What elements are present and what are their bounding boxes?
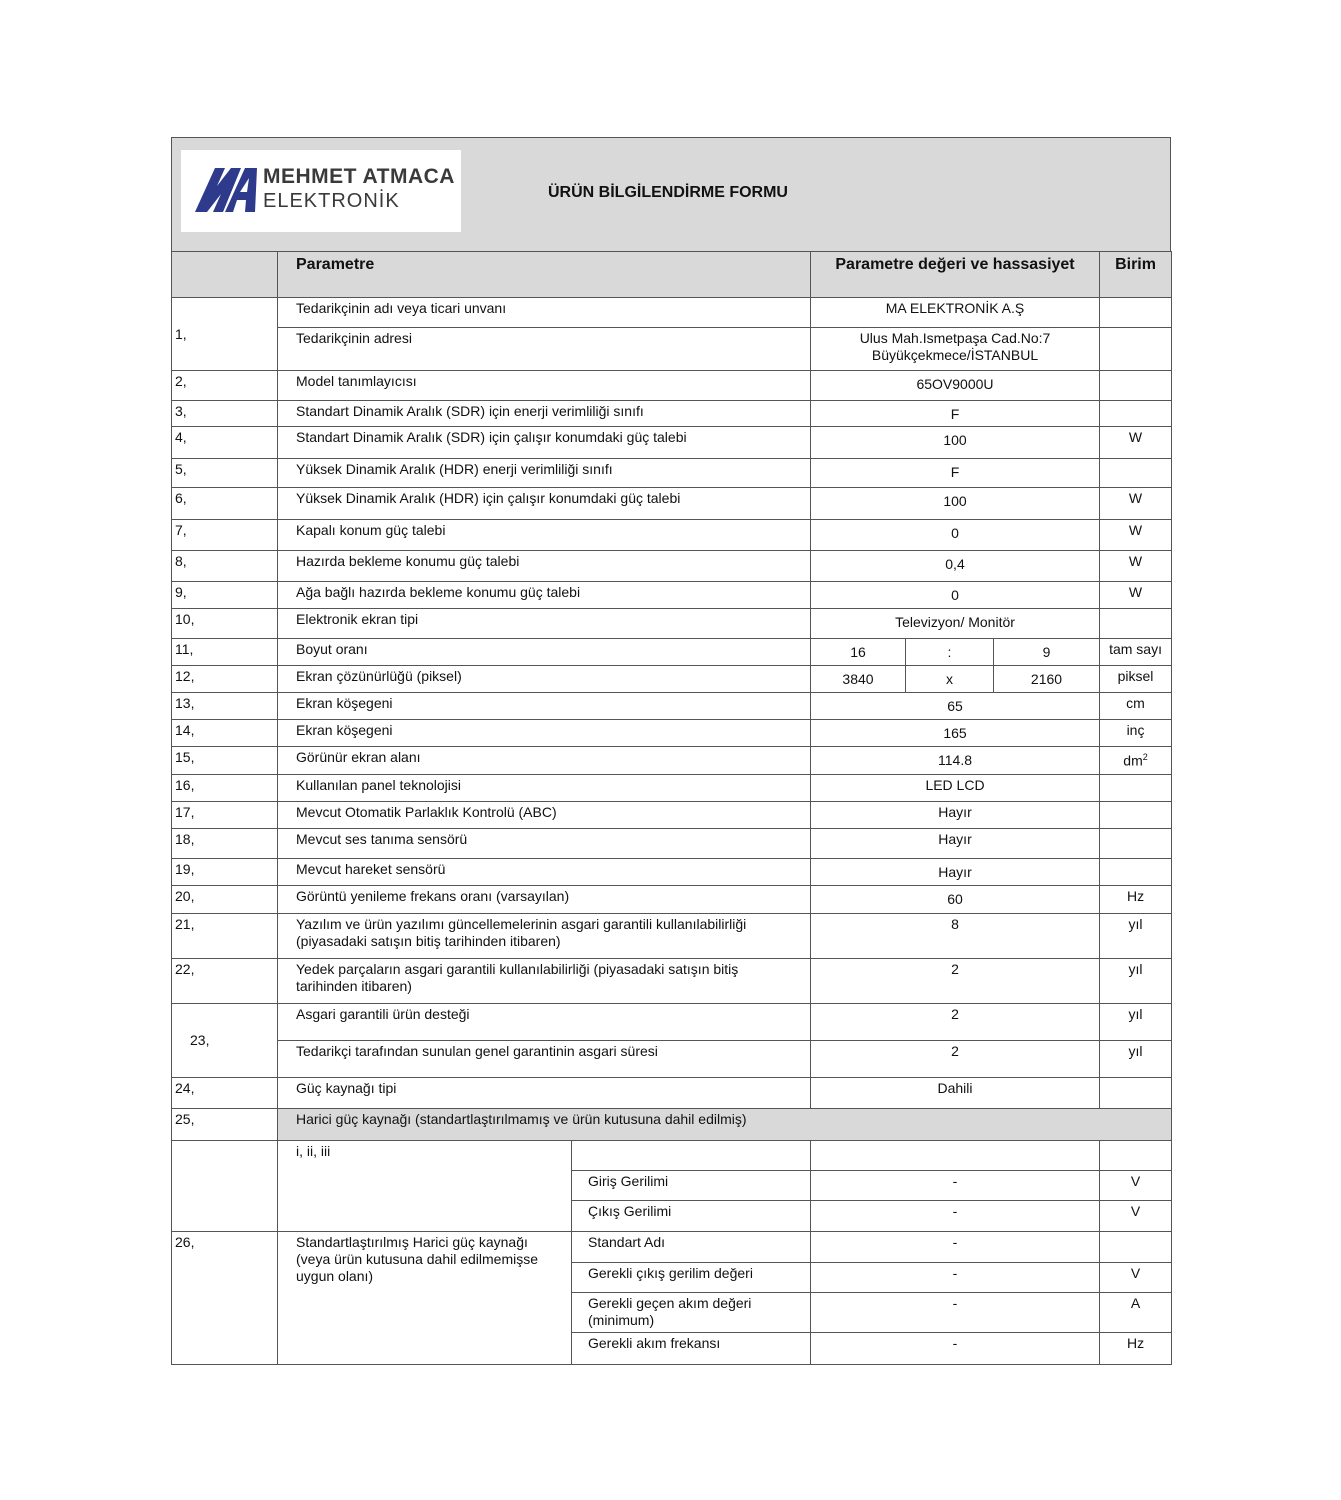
row-unit <box>1100 775 1172 802</box>
row-value: - <box>811 1333 1100 1365</box>
row-unit: V <box>1100 1171 1172 1201</box>
table-row <box>172 747 1172 775</box>
table-row <box>172 298 1172 328</box>
header-unit: Birim <box>1100 252 1172 298</box>
header-param: Parametre <box>278 252 811 298</box>
parameter-table <box>171 251 1172 1365</box>
row-number: 12, <box>172 666 278 693</box>
row-number: 24, <box>172 1078 278 1109</box>
row-unit <box>1100 401 1172 427</box>
param-line1: Standartlaştırılmış Harici güç kaynağı <box>296 1234 528 1250</box>
sub-param: Gerekli akım frekansı <box>572 1333 811 1365</box>
row-number-empty <box>172 1141 278 1232</box>
row-number: 20, <box>172 886 278 914</box>
row-value: 0 <box>811 582 1100 609</box>
sub-param: Giriş Gerilimi <box>572 1171 811 1201</box>
table-row <box>172 693 1172 720</box>
row-unit: W <box>1100 551 1172 582</box>
header-no-cell <box>172 252 278 298</box>
company-logo <box>181 150 461 232</box>
row-unit: W <box>1100 488 1172 520</box>
table-row <box>172 609 1172 639</box>
row-value: - <box>811 1201 1100 1232</box>
row-param <box>278 914 811 959</box>
row-number: 6, <box>172 488 278 520</box>
table-row <box>172 1141 1172 1171</box>
resolution-height: 2160 <box>994 666 1100 693</box>
table-row <box>172 720 1172 747</box>
row-value: Dahili <box>811 1078 1100 1109</box>
row-unit <box>1100 829 1172 859</box>
sub-param: Çıkış Gerilimi <box>572 1201 811 1232</box>
row-value: 2 <box>811 1004 1100 1041</box>
sub-param <box>572 1293 811 1333</box>
row-unit <box>1100 1232 1172 1263</box>
row-number: 10, <box>172 609 278 639</box>
row-param: Güç kaynağı tipi <box>278 1078 811 1109</box>
row-unit <box>1100 747 1172 775</box>
row-number: 19, <box>172 859 278 886</box>
row-unit <box>1100 298 1172 328</box>
row-value: F <box>811 401 1100 427</box>
table-row <box>172 914 1172 959</box>
logo-ma-mark-icon <box>195 166 261 214</box>
aspect-ratio-separator: : <box>906 639 994 666</box>
row-number: 13, <box>172 693 278 720</box>
row-param: Ekran köşegeni <box>278 720 811 747</box>
product-information-sheet <box>171 137 1171 1365</box>
row-value: 60 <box>811 886 1100 914</box>
row-value: LED LCD <box>811 775 1100 802</box>
row-sub-empty <box>572 1141 811 1171</box>
row-unit-empty <box>1100 1141 1172 1171</box>
table-row <box>172 639 1172 666</box>
row-value: 100 <box>811 488 1100 520</box>
row-param: Tedarikçi tarafından sunulan genel garantinin asgari süresi <box>278 1041 811 1078</box>
table-row <box>172 371 1172 401</box>
table-row <box>172 328 1172 371</box>
row-param <box>278 1232 572 1365</box>
resolution-separator: x <box>906 666 994 693</box>
row-number: 17, <box>172 802 278 829</box>
row-value-empty <box>811 1141 1100 1171</box>
row-number: 14, <box>172 720 278 747</box>
table-row <box>172 1004 1172 1041</box>
row-value: 114.8 <box>811 747 1100 775</box>
row-unit: V <box>1100 1263 1172 1293</box>
sub-param: Gerekli çıkış gerilim değeri <box>572 1263 811 1293</box>
table-row <box>172 551 1172 582</box>
row-value: - <box>811 1171 1100 1201</box>
row-param: Görünür ekran alanı <box>278 747 811 775</box>
row-number: 9, <box>172 582 278 609</box>
row-unit: W <box>1100 427 1172 459</box>
row-number: 1, <box>172 298 278 371</box>
row-value: - <box>811 1232 1100 1263</box>
table-row <box>172 488 1172 520</box>
row-unit: V <box>1100 1201 1172 1232</box>
row-param: Standart Dinamik Aralık (SDR) için enerji verimliliği sınıfı <box>278 401 811 427</box>
row-unit <box>1100 328 1172 371</box>
row-param: Model tanımlayıcısı <box>278 371 811 401</box>
row-number: 23, <box>172 1004 278 1078</box>
table-row <box>172 802 1172 829</box>
row-unit: A <box>1100 1293 1172 1333</box>
row-param: Kullanılan panel teknolojisi <box>278 775 811 802</box>
row-value: Hayır <box>811 859 1100 886</box>
row-value: 2 <box>811 959 1100 1004</box>
row-param: Yüksek Dinamik Aralık (HDR) için çalışır konumdaki güç talebi <box>278 488 811 520</box>
sub-param-line1: Gerekli geçen akım değeri <box>588 1295 752 1311</box>
form-header <box>171 137 1171 251</box>
row-param: Mevcut hareket sensörü <box>278 859 811 886</box>
row-unit: cm <box>1100 693 1172 720</box>
table-row <box>172 1109 1172 1141</box>
row-number: 11, <box>172 639 278 666</box>
row-unit <box>1100 859 1172 886</box>
row-unit: W <box>1100 582 1172 609</box>
table-row <box>172 427 1172 459</box>
row-unit: Hz <box>1100 886 1172 914</box>
row-unit: yıl <box>1100 914 1172 959</box>
row-param <box>278 959 811 1004</box>
address-line2: Büyükçekmece/İSTANBUL <box>871 347 1039 363</box>
page-title: ÜRÜN BİLGİLENDİRME FORMU <box>548 184 788 201</box>
unit-text: dm <box>1123 752 1143 769</box>
logo-text-line2: ELEKTRONİK <box>263 190 400 212</box>
row-param: Yüksek Dinamik Aralık (HDR) enerji verimliliği sınıfı <box>278 459 811 488</box>
row-unit: W <box>1100 520 1172 551</box>
row-number: 4, <box>172 427 278 459</box>
table-row <box>172 859 1172 886</box>
row-unit: yıl <box>1100 1041 1172 1078</box>
logo-text-line1: MEHMET ATMACA <box>263 165 455 188</box>
row-number: 5, <box>172 459 278 488</box>
sub-param: Standart Adı <box>572 1232 811 1263</box>
param-line2: tarihinden itibaren) <box>296 978 412 994</box>
table-row <box>172 582 1172 609</box>
row-unit <box>1100 459 1172 488</box>
row-number: 18, <box>172 829 278 859</box>
table-row <box>172 775 1172 802</box>
row-param: Tedarikçinin adresi <box>278 328 811 371</box>
row-value: - <box>811 1293 1100 1333</box>
table-row <box>172 1232 1172 1263</box>
row-number: 22, <box>172 959 278 1004</box>
row-param: Boyut oranı <box>278 639 811 666</box>
row-param: Kapalı konum güç talebi <box>278 520 811 551</box>
row-value: - <box>811 1263 1100 1293</box>
row-sub-label: i, ii, iii <box>278 1141 572 1232</box>
row-unit <box>1100 802 1172 829</box>
resolution-width: 3840 <box>811 666 906 693</box>
param-line2: (piyasadaki satışın bitiş tarihinden itibaren) <box>296 933 561 949</box>
row-value: 100 <box>811 427 1100 459</box>
row-unit: yıl <box>1100 959 1172 1004</box>
sub-param-line2: (minimum) <box>588 1312 655 1328</box>
param-line3: uygun olanı) <box>296 1268 374 1284</box>
row-value: 2 <box>811 1041 1100 1078</box>
row-value: 0,4 <box>811 551 1100 582</box>
table-row <box>172 1041 1172 1078</box>
row-value: 165 <box>811 720 1100 747</box>
row-param: Ekran çözünürlüğü (piksel) <box>278 666 811 693</box>
row-number: 21, <box>172 914 278 959</box>
row-value: 65OV9000U <box>811 371 1100 401</box>
table-row <box>172 401 1172 427</box>
table-row <box>172 1078 1172 1109</box>
table-row <box>172 459 1172 488</box>
row-unit: piksel <box>1100 666 1172 693</box>
row-unit <box>1100 1078 1172 1109</box>
row-param: Asgari garantili ürün desteği <box>278 1004 811 1041</box>
row-value: Hayır <box>811 829 1100 859</box>
aspect-ratio-width: 16 <box>811 639 906 666</box>
row-number: 15, <box>172 747 278 775</box>
table-row <box>172 829 1172 859</box>
param-line1: Yazılım ve ürün yazılımı güncellemelerinin asgari garantili kullanılabilirliği <box>296 916 747 932</box>
row-value: 65 <box>811 693 1100 720</box>
row-param: Harici güç kaynağı (standartlaştırılmamış ve ürün kutusuna dahil edilmiş) <box>278 1109 1172 1141</box>
header-value: Parametre değeri ve hassasiyet <box>811 252 1100 298</box>
row-param: Mevcut ses tanıma sensörü <box>278 829 811 859</box>
row-number: 25, <box>172 1109 278 1141</box>
table-row <box>172 886 1172 914</box>
param-line1: Yedek parçaların asgari garantili kullanılabilirliği (piyasadaki satışın bitiş <box>296 961 739 977</box>
row-param: Mevcut Otomatik Parlaklık Kontrolü (ABC) <box>278 802 811 829</box>
row-unit: inç <box>1100 720 1172 747</box>
row-number: 7, <box>172 520 278 551</box>
row-param: Standart Dinamik Aralık (SDR) için çalışır konumdaki güç talebi <box>278 427 811 459</box>
row-number: 3, <box>172 401 278 427</box>
table-row <box>172 520 1172 551</box>
row-param: Görüntü yenileme frekans oranı (varsayılan) <box>278 886 811 914</box>
row-unit: tam sayı <box>1100 639 1172 666</box>
param-line2: (veya ürün kutusuna dahil edilmemişse <box>296 1251 539 1267</box>
row-unit: Hz <box>1100 1333 1172 1365</box>
address-line1: Ulus Mah.Ismetpaşa Cad.No:7 <box>859 330 1051 346</box>
row-unit <box>1100 609 1172 639</box>
row-unit: yıl <box>1100 1004 1172 1041</box>
row-number: 16, <box>172 775 278 802</box>
row-unit <box>1100 371 1172 401</box>
row-number: 8, <box>172 551 278 582</box>
aspect-ratio-height: 9 <box>994 639 1100 666</box>
row-value <box>811 328 1100 371</box>
row-param: Hazırda bekleme konumu güç talebi <box>278 551 811 582</box>
row-value: MA ELEKTRONİK A.Ş <box>811 298 1100 328</box>
row-number: 26, <box>172 1232 278 1365</box>
table-row <box>172 959 1172 1004</box>
row-param: Tedarikçinin adı veya ticari unvanı <box>278 298 811 328</box>
row-value: Televizyon/ Monitör <box>811 609 1100 639</box>
row-param: Elektronik ekran tipi <box>278 609 811 639</box>
unit-superscript: 2 <box>1142 752 1148 762</box>
row-value: 8 <box>811 914 1100 959</box>
row-param: Ekran köşegeni <box>278 693 811 720</box>
row-value: F <box>811 459 1100 488</box>
table-row <box>172 666 1172 693</box>
row-value: Hayır <box>811 802 1100 829</box>
table-header-row <box>172 252 1172 298</box>
row-param: Ağa bağlı hazırda bekleme konumu güç talebi <box>278 582 811 609</box>
row-number: 2, <box>172 371 278 401</box>
row-value: 0 <box>811 520 1100 551</box>
